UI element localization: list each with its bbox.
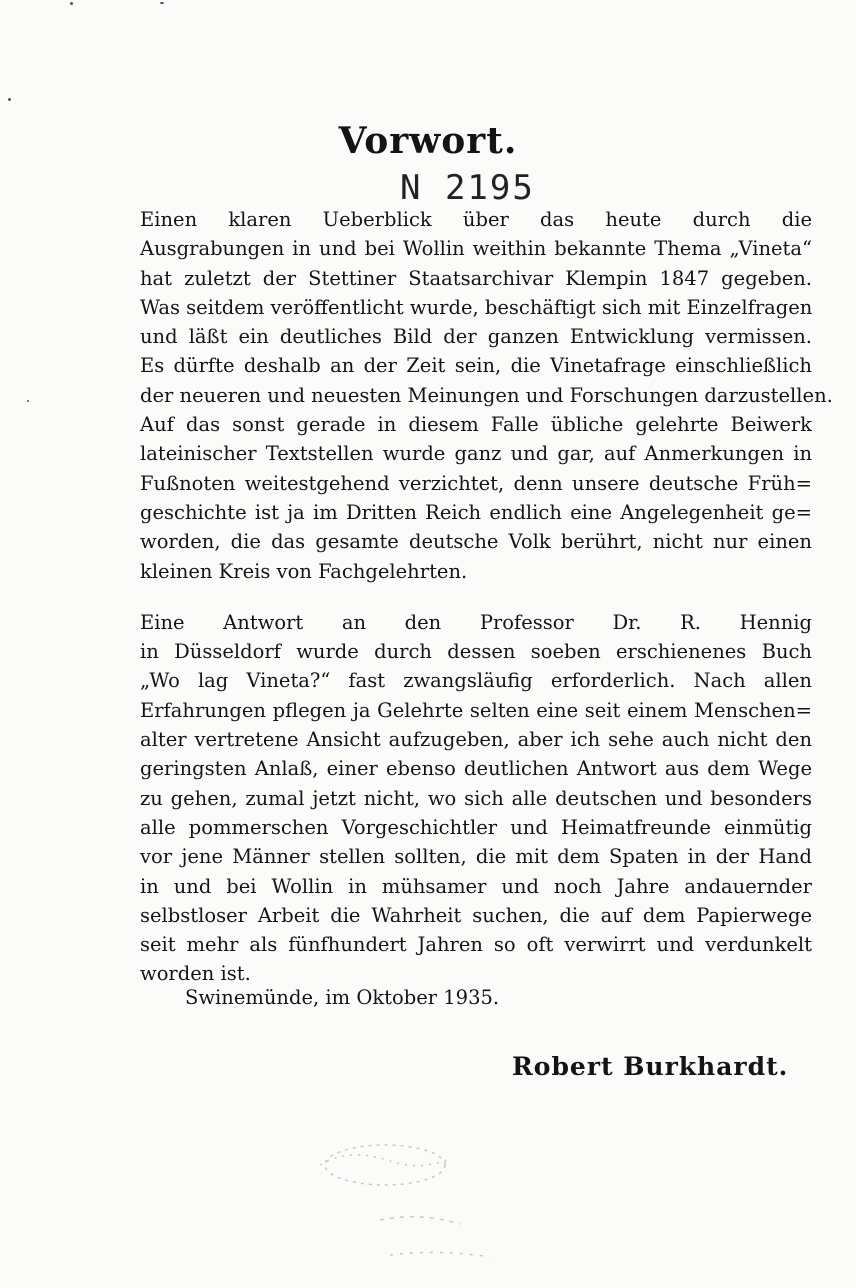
text-line: Ausgrabungen in und bei Wollin weithin bekannte Thema „Vineta“ (140, 237, 812, 261)
text-line: Eine Antwort an den Professor Dr. R. Hennig (140, 610, 812, 634)
text-line: kleinen Kreis von Fachgelehrten. (140, 559, 468, 583)
paper-speck (8, 98, 11, 101)
text-line: worden ist. (140, 962, 251, 986)
text-line: Erfahrungen pflegen ja Gelehrte selten eine seit einem Menschen= (140, 698, 812, 722)
page-title: Vorwort. (338, 120, 518, 162)
text-line: Was seitdem veröffentlicht wurde, beschäftigt sich mit Einzelfragen (140, 295, 813, 319)
text-line: geschichte ist ja im Dritten Reich endlich eine Angelegenheit ge= (140, 500, 812, 524)
faded-stamp-mark (290, 1120, 530, 1270)
text-line: Es dürfte deshalb an der Zeit sein, die Vinetafrage einschließlich (140, 354, 812, 378)
text-line: vor jene Männer stellen sollten, die mit dem Spaten in der Hand (140, 845, 812, 869)
catalog-number: N 2195 (400, 168, 535, 208)
signature: Robert Burkhardt. (512, 1052, 789, 1081)
body-text (140, 205, 833, 989)
text-line: seit mehr als fünfhundert Jahren so oft verwirrt und verdunkelt (140, 933, 812, 957)
text-line: alle pommerschen Vorgeschichtler und Heimatfreunde einmütig (140, 815, 812, 839)
text-line: in Düsseldorf wurde durch dessen soeben erschienenes Buch (140, 640, 812, 664)
text-line: alter vertretene Ansicht aufzugeben, aber ich sehe auch nicht den (140, 728, 812, 752)
paper-speck (27, 400, 29, 402)
text-line: lateinischer Textstellen wurde ganz und gar, auf Anmerkungen in (140, 442, 812, 466)
text-line: Einen klaren Ueberblick über das heute durch die (140, 208, 812, 231)
text-line: der neueren und neuesten Meinungen und Forschungen darzustellen. (140, 383, 833, 407)
text-line: geringsten Anlaß, einer ebenso deutlichen Antwort aus dem Wege (140, 757, 812, 781)
place-date: Swinemünde, im Oktober 1935. (185, 986, 500, 1009)
text-line: worden, die das gesamte deutsche Volk berührt, nicht nur einen (140, 530, 812, 554)
text-line: Fußnoten weitestgehend verzichtet, denn unsere deutsche Früh= (140, 471, 812, 495)
paragraph-1 (140, 205, 833, 586)
text-line: hat zuletzt der Stettiner Staatsarchivar Klempin 1847 gegeben. (140, 266, 812, 290)
text-line: Auf das sonst gerade in diesem Falle übliche gelehrte Beiwerk (140, 413, 812, 437)
paper-speck (70, 2, 73, 5)
text-line: und läßt ein deutliches Bild der ganzen Entwicklung vermissen. (140, 325, 812, 349)
text-line: zu gehen, zumal jetzt nicht, wo sich alle deutschen und besonders (140, 786, 812, 810)
text-line: selbstloser Arbeit die Wahrheit suchen, die auf dem Papierwege (140, 903, 812, 927)
text-line: „Wo lag Vineta?“ fast zwangsläufig erforderlich. Nach allen (140, 669, 812, 693)
text-line: in und bei Wollin in mühsamer und noch Jahre andauernder (140, 874, 812, 898)
paragraph-2 (140, 608, 812, 989)
paper-speck (160, 2, 164, 4)
